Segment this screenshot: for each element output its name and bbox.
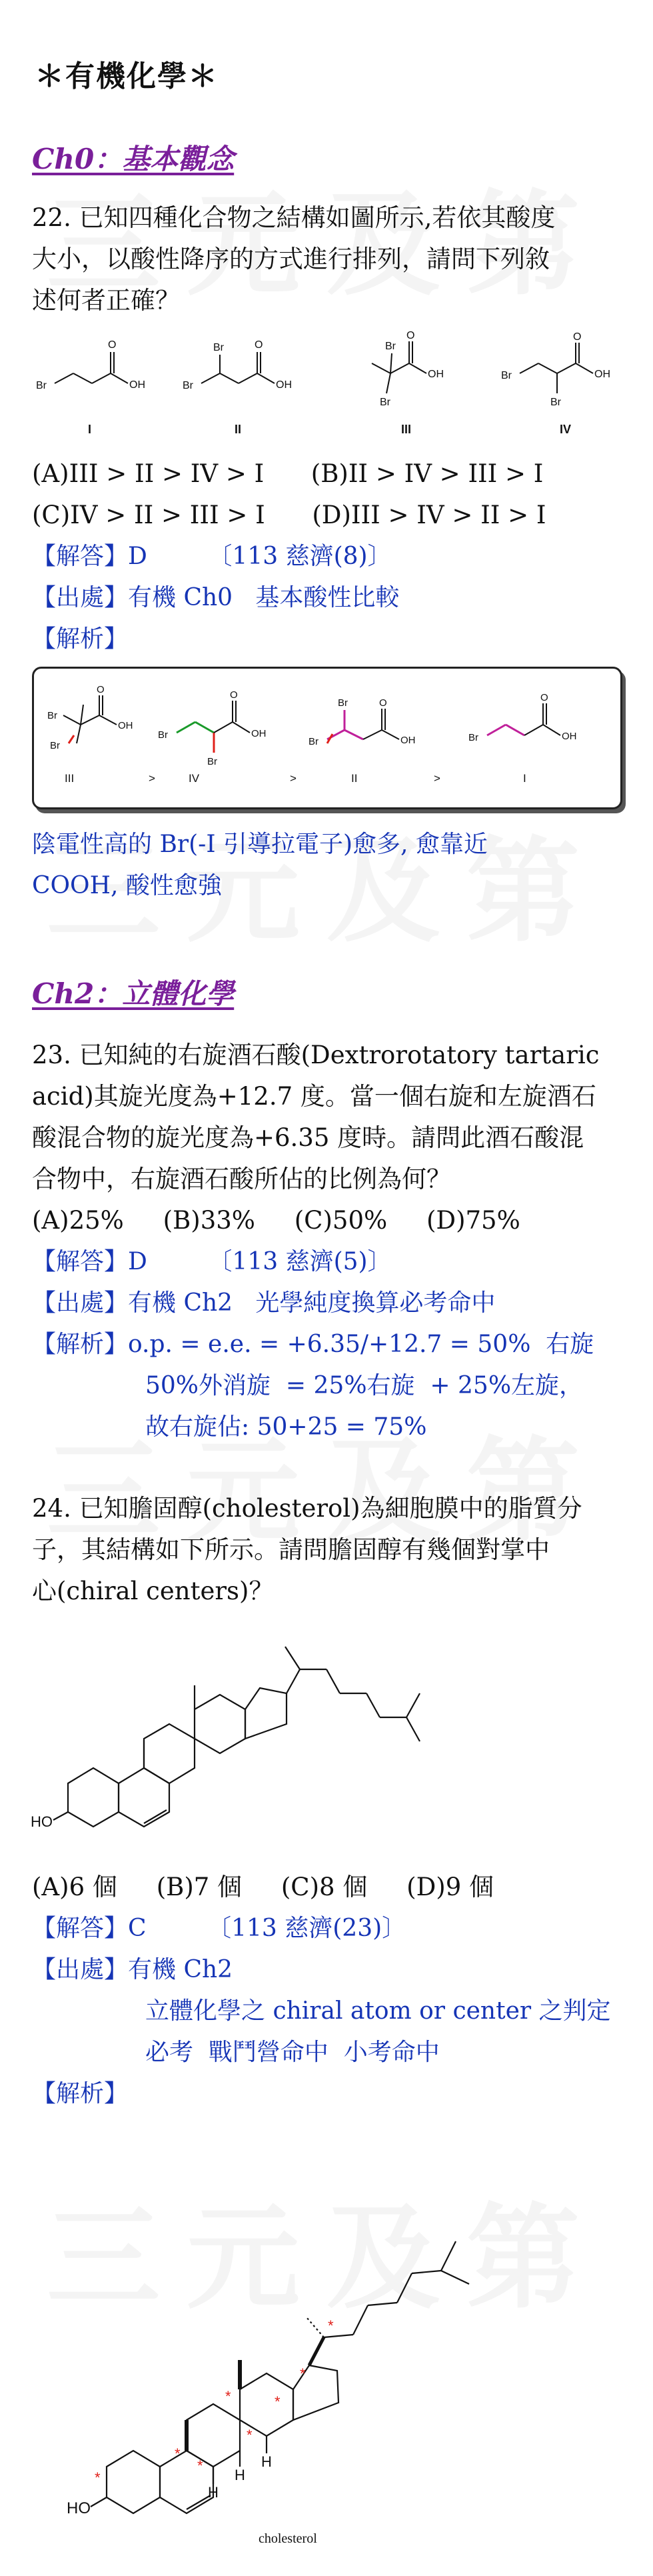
chiral-star: * [328,2317,334,2334]
q24-source-detail-2: 必考 戰鬥營命中 小考命中 [145,2039,440,2066]
cholesterol-chiral-figure [27,2127,626,2553]
atom-label: OH [129,379,145,391]
svg-text:Br: Br [338,697,348,709]
order-label: IV [189,772,200,785]
atom-label: OH [428,369,444,380]
chapter-heading-ch2: Ch2：立體化學 [32,977,235,1010]
atom-label: Br [183,380,193,391]
svg-text:HO: HO [67,2499,91,2517]
svg-text:O: O [230,689,238,701]
atom-label: OH [276,379,292,391]
chiral-star: * [247,2427,253,2443]
atom-label: O [108,339,117,351]
question-23-stem [32,1035,618,1200]
q24-answer: 【解答】C 〔113 慈濟(23)〕 [32,1915,406,1942]
stem-line: 大小，以酸性降序的方式進行排列，請問下列敘 [32,245,550,273]
structure-IV [501,331,610,436]
atom-label: OH [594,369,610,380]
atom-label: Br [36,380,47,391]
q24-source: 【出處】有機 Ch2 [32,1956,233,1983]
atom-label: Br [380,397,390,408]
q23-analysis-2: 50%外消旋 = 25%右旋 + 25%左旋， [145,1372,584,1399]
q22-options-row-2: (C)IV > II > III > I (D)III > IV > II > I [32,501,546,529]
q23-source: 【出處】有機 Ch2 光學純度換算必考命中 [32,1289,496,1317]
page-title: ＊有機化學＊ [35,59,219,93]
h-label: H [235,2467,245,2483]
structure-III [372,330,444,436]
q22-answer: 【解答】D 〔113 慈濟(8)〕 [32,543,392,570]
h-label: H [208,2484,219,2501]
chapter-heading-ch0: Ch0：基本觀念 [32,143,235,175]
acidity-order-box [32,667,622,809]
chiral-star: * [95,2469,101,2486]
atom-label: Br [385,341,396,352]
q22-options-row-1: (A)III > II > IV > I (B)II > IV > III > I [32,459,544,488]
svg-text:Br: Br [158,729,168,741]
q23-options: (A)25% (B)33% (C)50% (D)75% [32,1206,520,1235]
chiral-star: * [197,2457,203,2474]
stem-line: 述何者正確？ [32,286,180,315]
stem-line: 22. 已知四種化合物之結構如圖所示,若依其酸度 [32,203,556,232]
chiral-star: * [300,2365,306,2382]
svg-text:OH: OH [251,728,267,739]
stem-line: acid)其旋光度為+12.7 度。當一個右旋和左旋酒石 [32,1082,596,1111]
structure-II [183,339,292,436]
q22-analysis-label: 【解析】 [32,625,129,653]
svg-text:O: O [379,697,387,709]
stem-line: 合物中，右旋酒石酸所佔的比例為何？ [32,1165,451,1193]
order-label: I [523,772,526,785]
q22-explanation-1: 陰電性高的 Br(-I 引導拉電子)愈多, 愈靠近 [32,831,488,858]
q22-source: 【出處】有機 Ch0 基本酸性比較 [32,584,400,611]
chiral-star: * [275,2393,281,2410]
q24-options: (A)6 個 (B)7 個 (C)8 個 (D)9 個 [32,1873,494,1901]
q23-analysis-3: 故右旋佔: 50+25 = 75% [145,1413,427,1441]
atom-label: Br [550,397,561,408]
atom-label: O [573,331,582,343]
compound-label-I: I [88,423,92,436]
stem-line: 24. 已知膽固醇(cholesterol)為細胞膜中的脂質分 [32,1494,582,1523]
svg-text:Br: Br [50,740,60,751]
ho-label: HO [31,1813,53,1830]
q24-analysis-label: 【解析】 [32,2080,129,2107]
question-24-stem [32,1488,618,1612]
q23-answer: 【解答】D 〔113 慈濟(5)〕 [32,1248,392,1275]
order-label: III [65,772,75,785]
structure-I [36,339,145,436]
cholesterol-structure [27,1600,493,1847]
acidity-order-figure [34,669,620,807]
q22-structures [27,327,626,447]
order-label: II [351,772,358,785]
stem-line: 酸混合物的旋光度為+6.35 度時。請問此酒石酸混 [32,1123,584,1152]
svg-text:O: O [97,684,105,695]
order-gt: > [290,772,297,785]
figure-caption: cholesterol [259,2531,317,2546]
svg-text:Br: Br [47,710,57,721]
svg-text:OH: OH [562,731,577,742]
stem-line: 子，其結構如下所示。請問膽固醇有幾個對掌中 [32,1535,550,1564]
question-22-stem [32,197,618,321]
stem-line: 心(chiral centers)？ [32,1577,274,1605]
q24-source-detail-1: 立體化學之 chiral atom or center 之判定 [145,1997,611,2025]
q23-analysis-1: 【解析】o.p. = e.e. = +6.35/+12.7 = 50% 右旋 [32,1331,594,1358]
order-gt: > [434,772,440,785]
svg-text:OH: OH [118,720,133,731]
atom-label: O [406,330,415,341]
chiral-star: * [175,2445,181,2462]
h-label: H [261,2453,272,2470]
chiral-star: * [225,2388,231,2405]
atom-label: O [255,339,263,351]
svg-text:Br: Br [309,736,319,747]
order-gt: > [149,772,155,785]
atom-label: Br [501,370,512,381]
compound-label-IV: IV [560,423,572,436]
compound-label-III: III [401,423,412,436]
atom-label: Br [213,342,224,353]
svg-text:Br: Br [468,732,478,743]
compound-label-II: II [235,423,242,436]
svg-text:Br: Br [207,756,217,767]
q22-explanation-2: COOH, 酸性愈強 [32,872,222,899]
svg-text:OH: OH [400,735,416,746]
svg-text:O: O [540,692,548,703]
stem-line: 23. 已知純的右旋酒石酸(Dextrorotatory tartaric [32,1041,600,1069]
